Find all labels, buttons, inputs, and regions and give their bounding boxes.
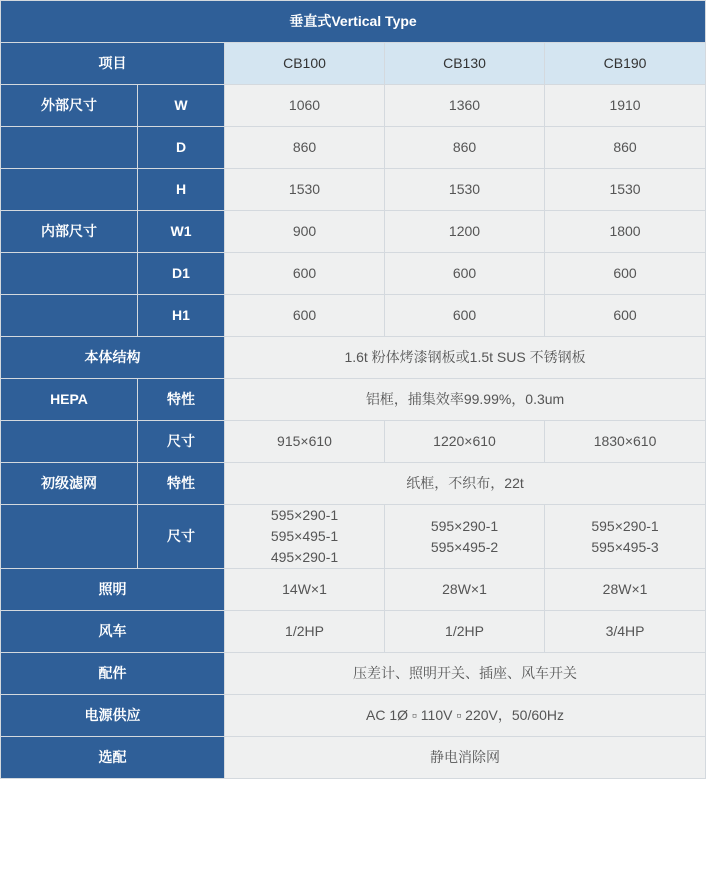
- row-group-label: [1, 253, 138, 295]
- table-cell: 1530: [385, 169, 545, 211]
- table-cell: 1060: [225, 85, 385, 127]
- filter-size-line: 595×290-1: [270, 507, 339, 523]
- row-group-label: HEPA: [1, 379, 138, 421]
- row-group-label: [1, 421, 138, 463]
- table-row: [1, 85, 706, 127]
- row-label: 尺寸: [138, 421, 225, 463]
- row-label: W: [138, 85, 225, 127]
- table-cell: 28W×1: [545, 569, 706, 611]
- table-cell: 1800: [545, 211, 706, 253]
- table-row: [1, 505, 706, 569]
- table-cell: 600: [225, 253, 385, 295]
- table-row: [1, 295, 706, 337]
- row-group-label: 初级滤网: [1, 463, 138, 505]
- table-row: [1, 569, 706, 611]
- table-cell: 1200: [385, 211, 545, 253]
- table-cell: 860: [385, 127, 545, 169]
- row-group-label: 内部尺寸: [1, 211, 138, 253]
- table-row: [1, 695, 706, 737]
- table-row: [1, 169, 706, 211]
- filter-size-line: 595×290-1: [430, 517, 499, 534]
- header-row: [1, 43, 706, 85]
- table-cell: 1530: [545, 169, 706, 211]
- table-cell: 3/4HP: [545, 611, 706, 653]
- table-title: 垂直式Vertical Type: [1, 1, 706, 43]
- table-row: [1, 127, 706, 169]
- row-group-label: 外部尺寸: [1, 85, 138, 127]
- table-cell: 28W×1: [385, 569, 545, 611]
- table-cell: 铝框，捕集效率99.99%，0.3um: [225, 379, 706, 421]
- table-cell: 1220×610: [385, 421, 545, 463]
- table-cell: 860: [225, 127, 385, 169]
- table-cell: [225, 505, 385, 569]
- filter-size-line: 495×290-1: [270, 549, 339, 565]
- table-cell: 1910: [545, 85, 706, 127]
- table-cell: 静电消除网: [225, 737, 706, 779]
- filter-size-line: 595×495-1: [270, 528, 339, 544]
- filter-size-line: 595×495-2: [430, 538, 499, 555]
- table-cell: 14W×1: [225, 569, 385, 611]
- table-cell: 600: [385, 295, 545, 337]
- row-label: 特性: [138, 463, 225, 505]
- table-row: [1, 737, 706, 779]
- row-label: H: [138, 169, 225, 211]
- table-cell: 1/2HP: [385, 611, 545, 653]
- table-row: [1, 337, 706, 379]
- table-cell: 纸框，不织布，22t: [225, 463, 706, 505]
- table-cell: 600: [545, 253, 706, 295]
- table-row: [1, 611, 706, 653]
- title-row: [1, 1, 706, 43]
- table-row: [1, 379, 706, 421]
- row-label: W1: [138, 211, 225, 253]
- row-label: 尺寸: [138, 505, 225, 569]
- table-cell: [385, 505, 545, 569]
- row-label: 电源供应: [1, 695, 225, 737]
- table-cell: 600: [385, 253, 545, 295]
- row-label: 配件: [1, 653, 225, 695]
- row-label: D1: [138, 253, 225, 295]
- row-group-label: [1, 505, 138, 569]
- table-cell: 压差计、照明开关、插座、风车开关: [225, 653, 706, 695]
- table-cell: 1360: [385, 85, 545, 127]
- model-header: CB190: [545, 43, 706, 85]
- filter-size-line: 595×495-3: [591, 538, 659, 555]
- row-group-label: [1, 127, 138, 169]
- table-cell: [545, 505, 706, 569]
- table-row: [1, 653, 706, 695]
- row-label: 风车: [1, 611, 225, 653]
- row-label: D: [138, 127, 225, 169]
- row-label: 本体结构: [1, 337, 225, 379]
- table-cell: 1.6t 粉体烤漆钢板或1.5t SUS 不锈钢板: [225, 337, 706, 379]
- table-row: [1, 463, 706, 505]
- row-group-label: [1, 295, 138, 337]
- model-header: CB100: [225, 43, 385, 85]
- table-cell: 1530: [225, 169, 385, 211]
- row-label: 选配: [1, 737, 225, 779]
- table-row: [1, 421, 706, 463]
- table-cell: AC 1Ø ▫ 110V ▫ 220V，50/60Hz: [225, 695, 706, 737]
- model-header: CB130: [385, 43, 545, 85]
- item-header: 项目: [1, 43, 225, 85]
- table-row: [1, 253, 706, 295]
- row-label: 照明: [1, 569, 225, 611]
- table-row: [1, 211, 706, 253]
- row-group-label: [1, 169, 138, 211]
- table-cell: 600: [545, 295, 706, 337]
- table-cell: 860: [545, 127, 706, 169]
- table-cell: 600: [225, 295, 385, 337]
- table-cell: 915×610: [225, 421, 385, 463]
- table-cell: 1/2HP: [225, 611, 385, 653]
- row-label: H1: [138, 295, 225, 337]
- table-cell: 1830×610: [545, 421, 706, 463]
- table-cell: 900: [225, 211, 385, 253]
- row-label: 特性: [138, 379, 225, 421]
- filter-size-line: 595×290-1: [591, 517, 659, 534]
